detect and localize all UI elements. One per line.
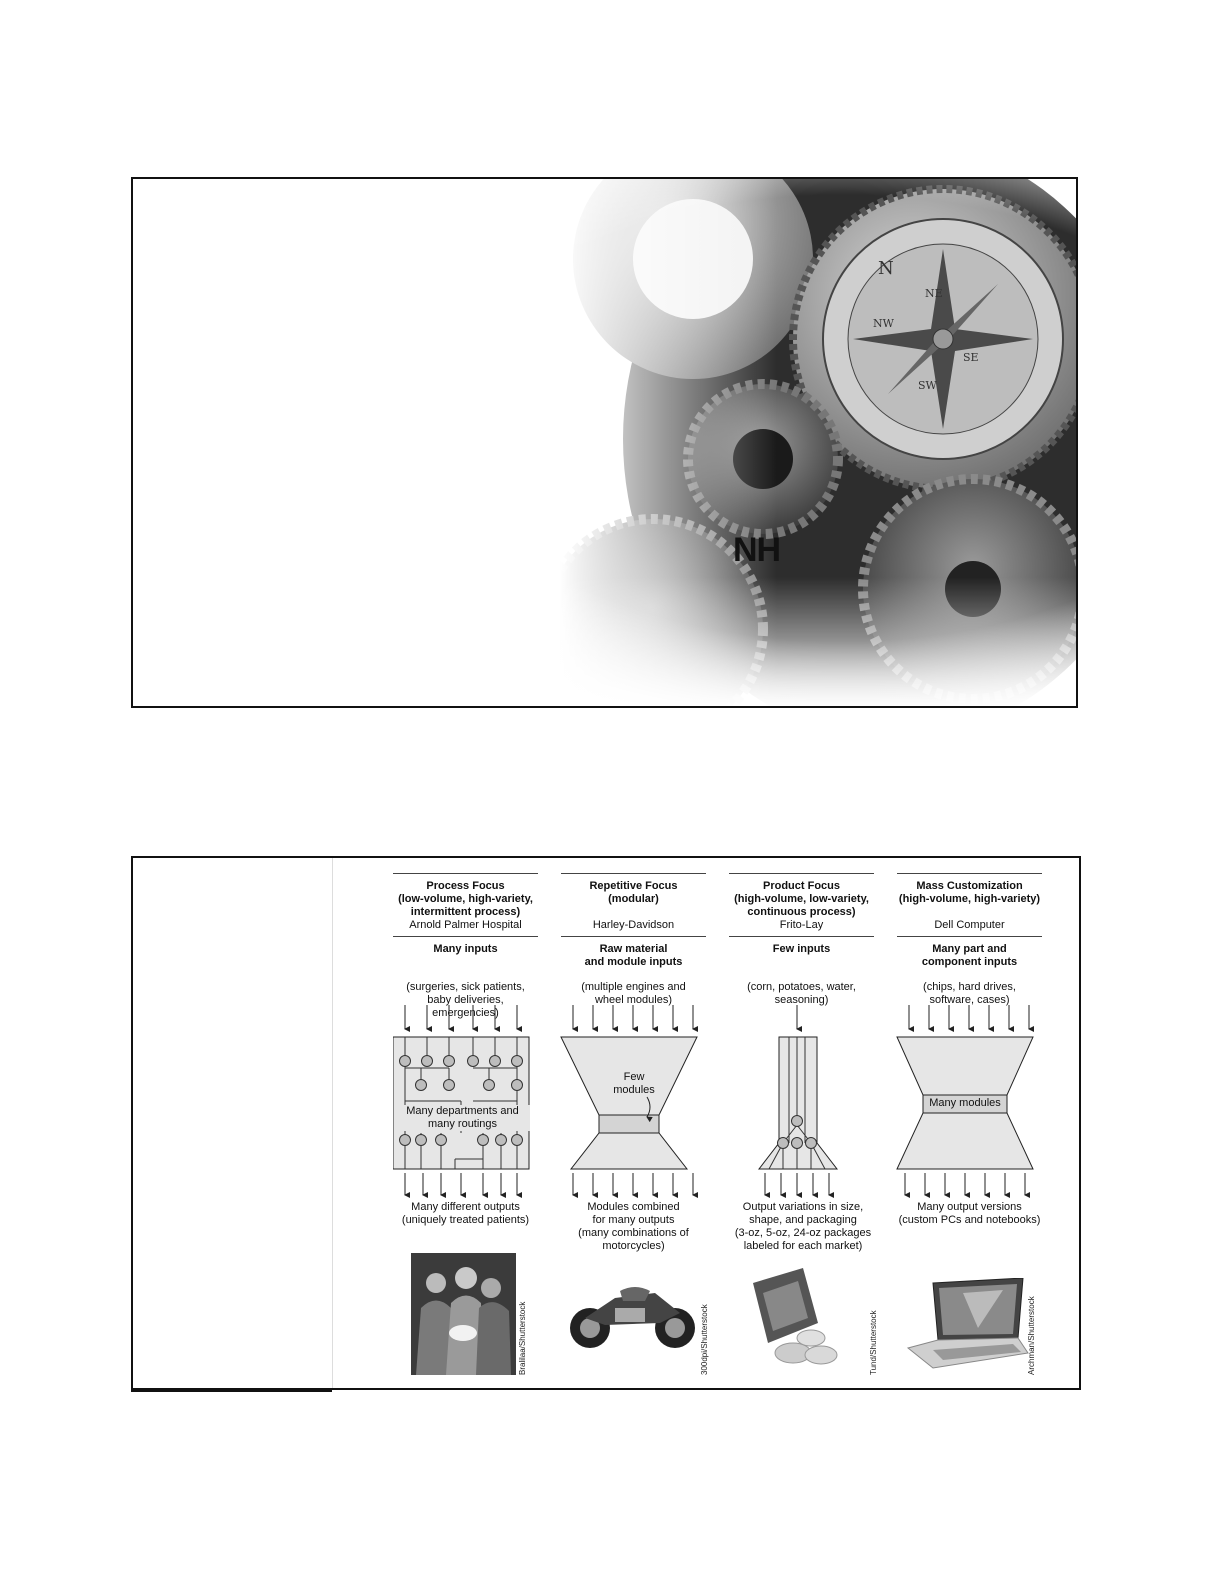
inputs-title: Raw material [599, 943, 668, 955]
inputs-detail-line: software, cases) [929, 994, 1010, 1006]
photo-credit: Tund/Shutterstock [869, 1310, 878, 1375]
outputs-line: (uniquely treated patients) [401, 1214, 530, 1226]
inputs-detail: (surgeries, sick patients, [406, 981, 525, 993]
diagram-label-line: modules [613, 1084, 655, 1096]
inputs-detail-line: baby deliveries, emergencies) [427, 994, 504, 1019]
diagram-label [609, 1071, 659, 1097]
diagram-label [923, 1097, 1007, 1110]
process-strategies-slide [131, 856, 1081, 1390]
column-heading: Product Focus [762, 880, 840, 892]
inputs-title-line: and module inputs [584, 956, 683, 968]
photo-credit: Bralilaa/Shutterstock [518, 1301, 527, 1375]
column-heading-line: (high-volume, low-variety, [734, 893, 869, 905]
inputs-title: Few inputs [772, 943, 831, 955]
product-focus-diagram [759, 1005, 837, 1195]
slide-title: NH [733, 531, 781, 569]
company-name: Frito-Lay [779, 919, 824, 931]
column-heading-line: continuous process) [747, 906, 856, 918]
outputs-line: for many outputs [592, 1214, 675, 1226]
chips-photo [743, 1263, 853, 1373]
inputs-title: Many part and [932, 943, 1007, 955]
diagram-label-line: many routings [427, 1118, 498, 1130]
outputs-line: Many output versions [917, 1201, 1022, 1213]
inputs-detail: (corn, potatoes, water, [747, 981, 856, 993]
column-heading-line: (high-volume, high-variety) [898, 893, 1041, 905]
company-name: Dell Computer [934, 919, 1005, 931]
column-repetitive-focus [561, 873, 706, 1007]
outputs-line: motorcycles) [602, 1240, 665, 1252]
diagram-label [395, 1105, 530, 1131]
inputs-detail-line: seasoning) [774, 994, 829, 1006]
outputs-line: (many combinations of [578, 1227, 689, 1239]
inputs-detail-line: wheel modules) [594, 994, 673, 1006]
title-slide [131, 177, 1078, 708]
column-heading-line: (low-volume, high-variety, [398, 893, 533, 905]
gears-compass-image [133, 179, 1078, 708]
column-heading: Repetitive Focus [589, 880, 678, 892]
outputs-line: (custom PCs and notebooks) [898, 1214, 1041, 1226]
outputs-line: Many different outputs [411, 1201, 520, 1213]
diagram-label-line: Few [623, 1071, 645, 1083]
outputs-text [561, 1201, 706, 1253]
inputs-detail: (multiple engines and [581, 981, 686, 993]
column-heading-line: (modular) [608, 893, 659, 905]
outputs-line: labeled for each market) [743, 1240, 863, 1252]
outputs-text [393, 1201, 538, 1227]
inputs-detail: (chips, hard drives, [923, 981, 1016, 993]
column-heading-line: intermittent process) [410, 906, 521, 918]
laptop-photo [903, 1278, 1033, 1373]
process-focus-diagram [393, 1005, 529, 1195]
outputs-line: (3-oz, 5-oz, 24-oz packages [734, 1227, 872, 1239]
inputs-title-line: component inputs [921, 956, 1018, 968]
diagram-label-line: Many modules [929, 1097, 1001, 1109]
outputs-text [723, 1201, 883, 1253]
surgery-photo [411, 1253, 516, 1375]
motorcycle-photo [565, 1273, 700, 1353]
outputs-text [897, 1201, 1042, 1227]
photo-credit: 300dpi/Shutterstock [700, 1304, 709, 1375]
sidebar-divider [131, 1388, 332, 1392]
slide-sidebar [133, 858, 333, 1390]
company-name: Arnold Palmer Hospital [409, 919, 522, 931]
outputs-line: shape, and packaging [749, 1214, 857, 1226]
column-heading: Mass Customization [916, 880, 1023, 892]
company-name: Harley-Davidson [592, 919, 675, 931]
diagram-label-line: Many departments and [406, 1105, 519, 1117]
column-heading: Process Focus [426, 880, 505, 892]
outputs-line: Output variations in size, [742, 1201, 864, 1213]
column-product-focus [729, 873, 874, 1007]
process-strategies-figure [393, 873, 1043, 1383]
repetitive-focus-diagram [561, 1005, 697, 1195]
column-mass-customization [897, 873, 1042, 1007]
column-process-focus [393, 873, 538, 1020]
photo-credit: Archman/Shutterstock [1027, 1296, 1036, 1375]
inputs-title: Many inputs [433, 943, 498, 955]
outputs-line: Modules combined [587, 1201, 680, 1213]
